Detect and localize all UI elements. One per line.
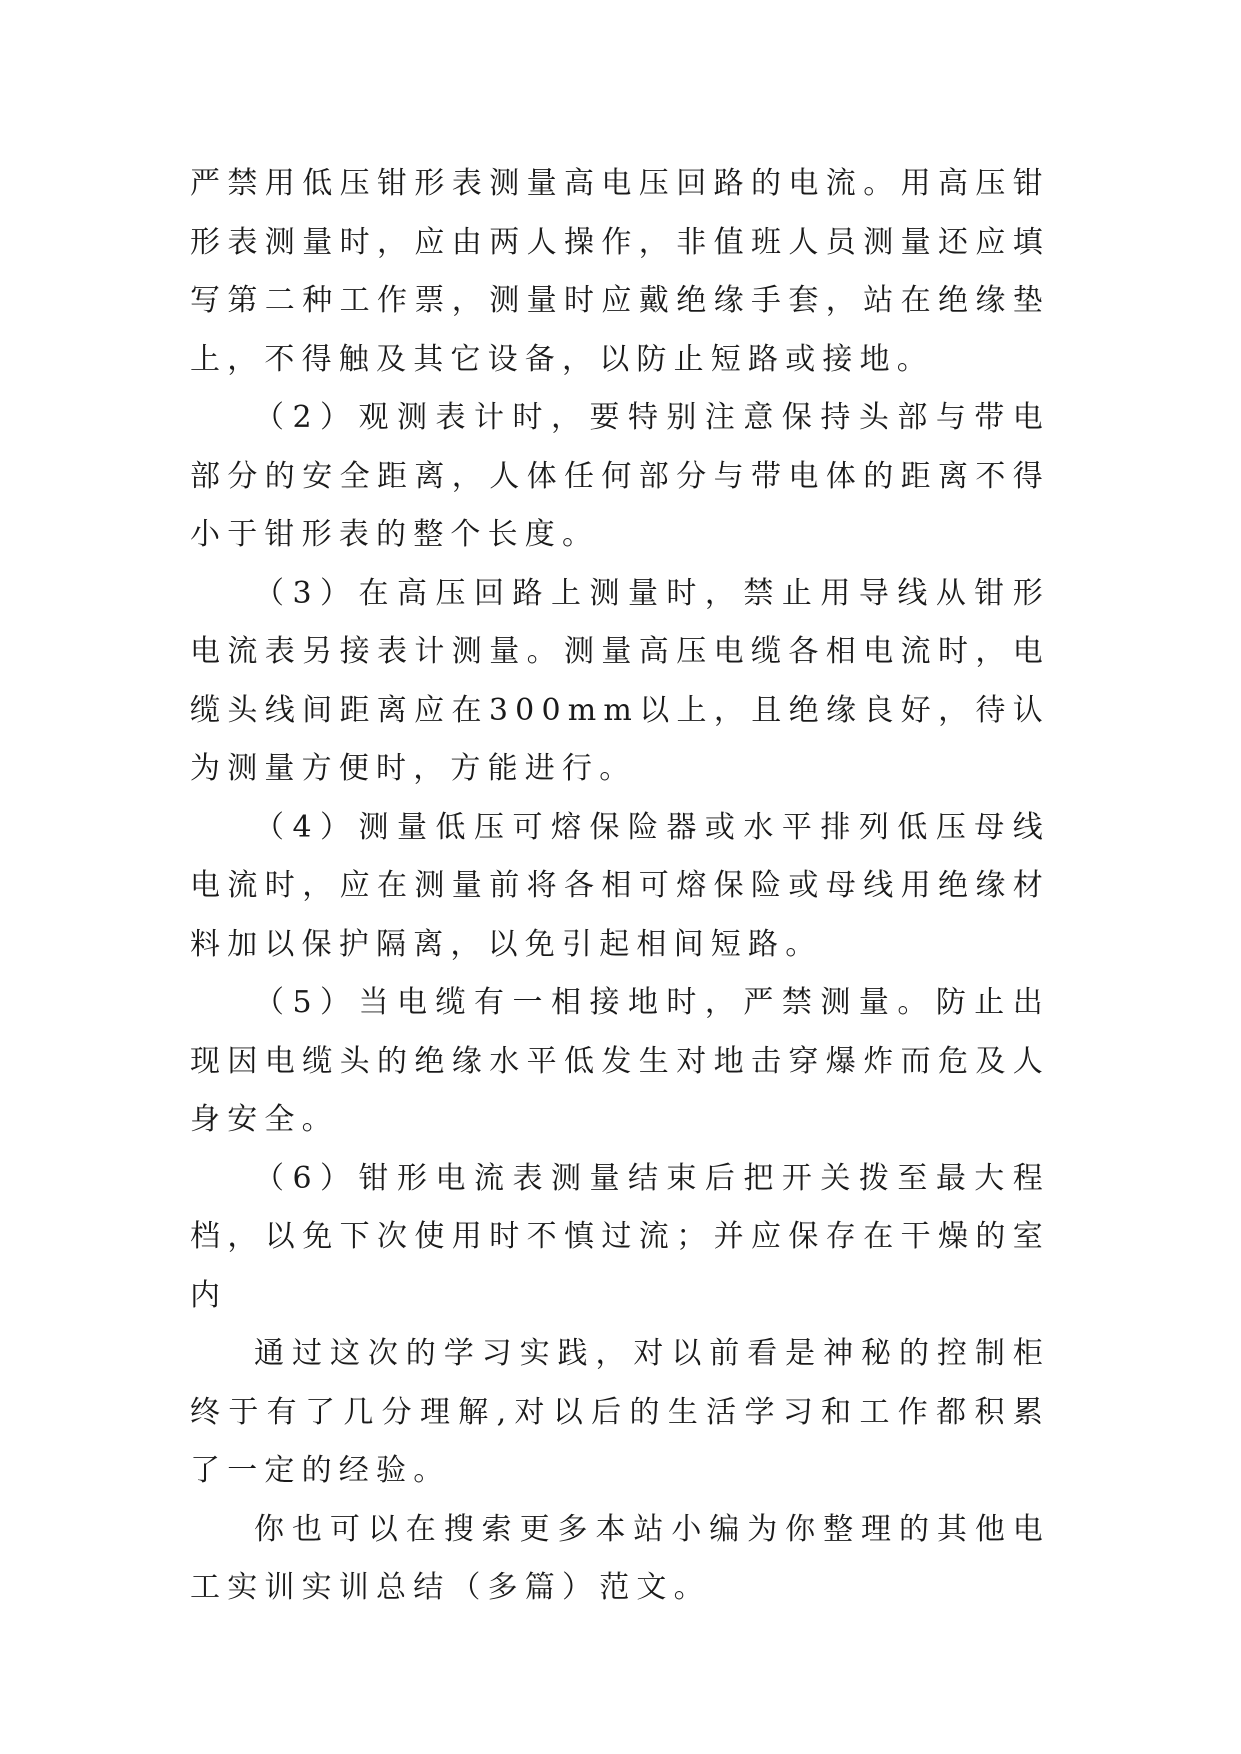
- paragraph-closing-note: 你也可以在搜索更多本站小编为你整理的其他电工实训实训总结（多篇）范文。: [190, 1511, 1050, 1605]
- document-body: [190, 155, 1050, 1618]
- paragraph-item-5: （5）当电缆有一相接地时，严禁测量。防止出现因电缆头的绝缘水平低发生对地击穿爆炸而危及人身安全。: [190, 985, 1050, 1137]
- paragraph-item-3: （3）在高压回路上测量时，禁止用导线从钳形电流表另接表计测量。测量高压电缆各相电流时，电缆头线间距离应在300mm以上，且绝缘良好，待认为测量方便时，方能进行。: [190, 575, 1050, 786]
- paragraph-item-6: （6）钳形电流表测量结束后把开关拨至最大程档，以免下次使用时不慎过流；并应保存在干燥的室内: [190, 1160, 1050, 1313]
- paragraph-conclusion: 通过这次的学习实践，对以前看是神秘的控制柜终于有了几分理解,对以后的生活学习和工作都积累了一定的经验。: [190, 1336, 1050, 1488]
- paragraph-item-4: （4）测量低压可熔保险器或水平排列低压母线电流时，应在测量前将各相可熔保险或母线用绝缘材料加以保护隔离，以免引起相间短路。: [190, 809, 1050, 962]
- paragraph-item-2: （2）观测表计时，要特别注意保持头部与带电部分的安全距离，人体任何部分与带电体的距离不得小于钳形表的整个长度。: [190, 400, 1050, 552]
- paragraph-safety-rule: 严禁用低压钳形表测量高电压回路的电流。用高压钳形表测量时，应由两人操作，非值班人员测量还应填写第二种工作票，测量时应戴绝缘手套，站在绝缘垫上，不得触及其它设备，以防止短路或接地。: [190, 166, 1050, 377]
